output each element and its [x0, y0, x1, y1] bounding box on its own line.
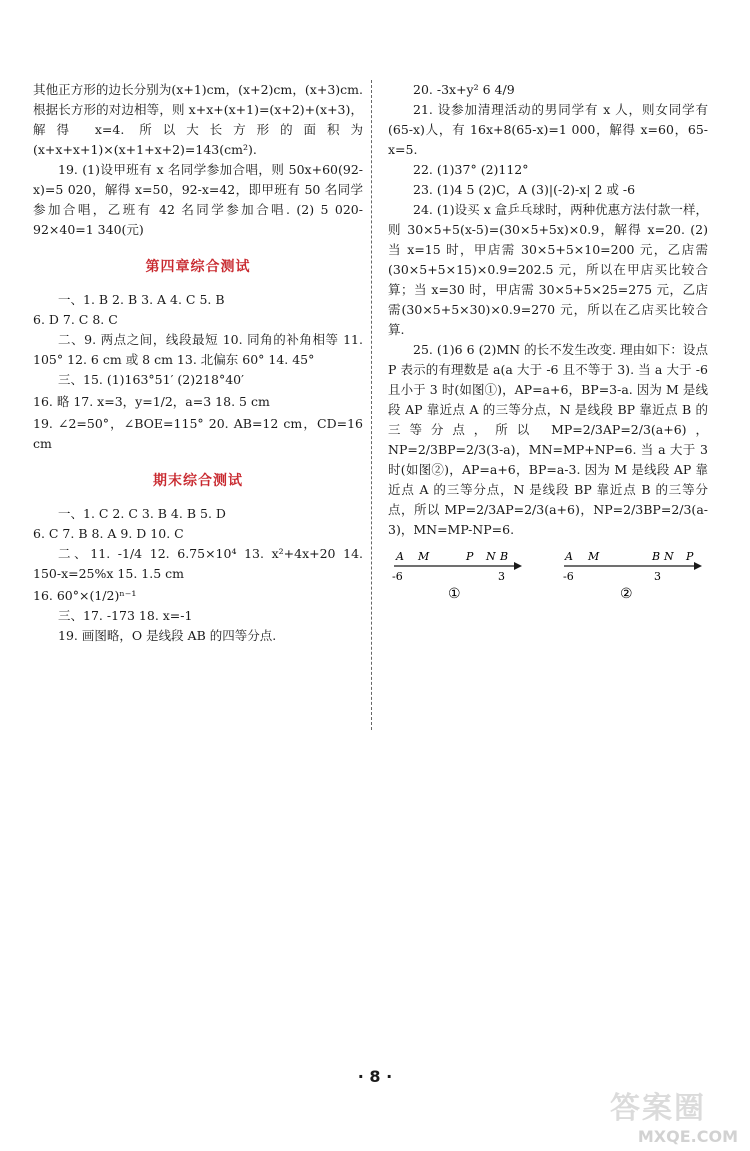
watermark-text: 答案圈 — [610, 1091, 706, 1126]
column-divider — [371, 80, 372, 730]
number-line-svg — [388, 548, 708, 608]
final-row: 6. C 7. B 8. A 9. D 10. C — [33, 526, 184, 541]
answer-24: 24. (1)设买 x 盒乒乓球时，两种优惠方法付款一样，则 30×5+5(x-5)=(30×5+5x)×0.9，解得 x=20. (2)当 x=15 时，甲店需 30×5+5×10=200 元，乙店需(30×5+5×15)×0.9=202.5 元，所以在甲店买比较合算；当 x=30 时，甲店需 30×5+5×25=275 元，乙店需(30×5+5×30)×0.9=270 元，所以在乙店买比较合算. — [388, 202, 708, 337]
fig2-label: A — [565, 550, 573, 563]
final-row: 16. 60°×(1/2)ⁿ⁻¹ — [33, 588, 137, 603]
ch4-row: 19. ∠2=50°，∠BOE=115° 20. AB=12 cm，CD=16 cm — [33, 416, 363, 451]
answer-25: 25. (1)6 6 (2)MN 的长不发生改变. 理由如下：设点 P 表示的有理数是 a(a 大于 -6 且不等于 3). 当 a 大于 -6 且小于 3 时(如图①)，AP=a+6，BP=3-a. 因为 M 是线段 AP 靠近点 A 的三等分点，N 是线段 BP 靠近点 B 的三等分点，所以 MP=2/3AP=2/3(a+6)，NP=2/3BP=2/3(3-a)，MN=MP+NP=6. 当 a 大于 3 时(如图②)，AP=a+6，BP=a-3. 因为 M 是线段 AP 靠近点 A 的三等分点，N 是线段 BP 靠近点 B 的三等分点，所以 MP=2/3AP=2/3(a+6)，NP=2/3BP=2/3(a-3)，MN=MP-NP=6. — [388, 342, 708, 537]
answer-23: 23. (1)4 5 (2)C，A (3)|(-2)-x| 2 或 -6 — [413, 182, 636, 197]
chapter4-heading: 第四章综合测试 — [145, 259, 251, 275]
fig1-tick: -6 — [392, 570, 403, 583]
fig1-tick: 3 — [498, 570, 505, 583]
final-row: 三、17. -173 18. x=-1 — [58, 608, 193, 623]
final-row: 一、1. C 2. C 3. B 4. B 5. D — [58, 506, 226, 521]
fig1-label: M — [418, 550, 430, 563]
final-row: 二、11. -1/4 12. 6.75×10⁴ 13. x²+4x+20 14. 150-x=25%x 15. 1.5 cm — [33, 546, 363, 581]
fig2-label: P — [686, 550, 694, 563]
fig2-tick: -6 — [563, 570, 574, 583]
answer-22: 22. (1)37° (2)112° — [413, 162, 529, 177]
ch4-row: 三、15. (1)163°51′ (2)218°40′ — [58, 372, 244, 387]
fig1-arrow — [514, 562, 522, 570]
fig2-label: N — [664, 550, 674, 563]
left-column — [33, 80, 363, 646]
fig2-label: M — [588, 550, 600, 563]
answer-paragraph: 其他正方形的边长分别为(x+1)cm，(x+2)cm，(x+3)cm. 根据长方形的对边相等，则 x+x+(x+1)=(x+2)+(x+3)，解得 x=4. 所以大长方形的面积为(x+x+x+1)×(x+1+x+2)=143(cm²). — [33, 82, 363, 157]
fig1-label: N — [486, 550, 496, 563]
watermark-url: MXQE.COM — [637, 1127, 738, 1146]
page-number: · 8 · — [357, 1067, 393, 1086]
answer-21: 21. 设参加清理活动的男同学有 x 人，则女同学有(65-x)人，有 16x+8(65-x)=1 000，解得 x=60，65-x=5. — [388, 102, 708, 157]
fig1-caption: ① — [448, 586, 461, 602]
final-row: 19. 画图略，O 是线段 AB 的四等分点. — [58, 628, 277, 643]
number-line-figures — [388, 548, 708, 608]
ch4-row: 6. D 7. C 8. C — [33, 312, 118, 327]
fig2-caption: ② — [620, 586, 633, 602]
fig2-label: B — [652, 550, 661, 563]
fig2-tick: 3 — [654, 570, 661, 583]
ch4-row: 16. 略 17. x=3，y=1/2，a=3 18. 5 cm — [33, 394, 270, 409]
fig1-label: P — [466, 550, 474, 563]
right-column — [388, 80, 708, 608]
fig1-label: A — [396, 550, 404, 563]
answer-19: 19. (1)设甲班有 x 名同学参加合唱，则 50x+60(92-x)=5 020，解得 x=50，92-x=42，即甲班有 50 名同学参加合唱，乙班有 42 名同学参加合唱. (2) 5 020-92×40=1 340(元) — [33, 162, 363, 237]
fig2-arrow — [694, 562, 702, 570]
ch4-row: 一、1. B 2. B 3. A 4. C 5. B — [58, 292, 225, 307]
fig1-label: B — [500, 550, 509, 563]
watermark-logo — [610, 1083, 738, 1146]
final-test-heading: 期末综合测试 — [153, 473, 243, 489]
answer-20: 20. -3x+y² 6 4/9 — [413, 82, 515, 97]
ch4-row: 二、9. 两点之间，线段最短 10. 同角的补角相等 11. 105° 12. 6 cm 或 8 cm 13. 北偏东 60° 14. 45° — [33, 332, 363, 367]
